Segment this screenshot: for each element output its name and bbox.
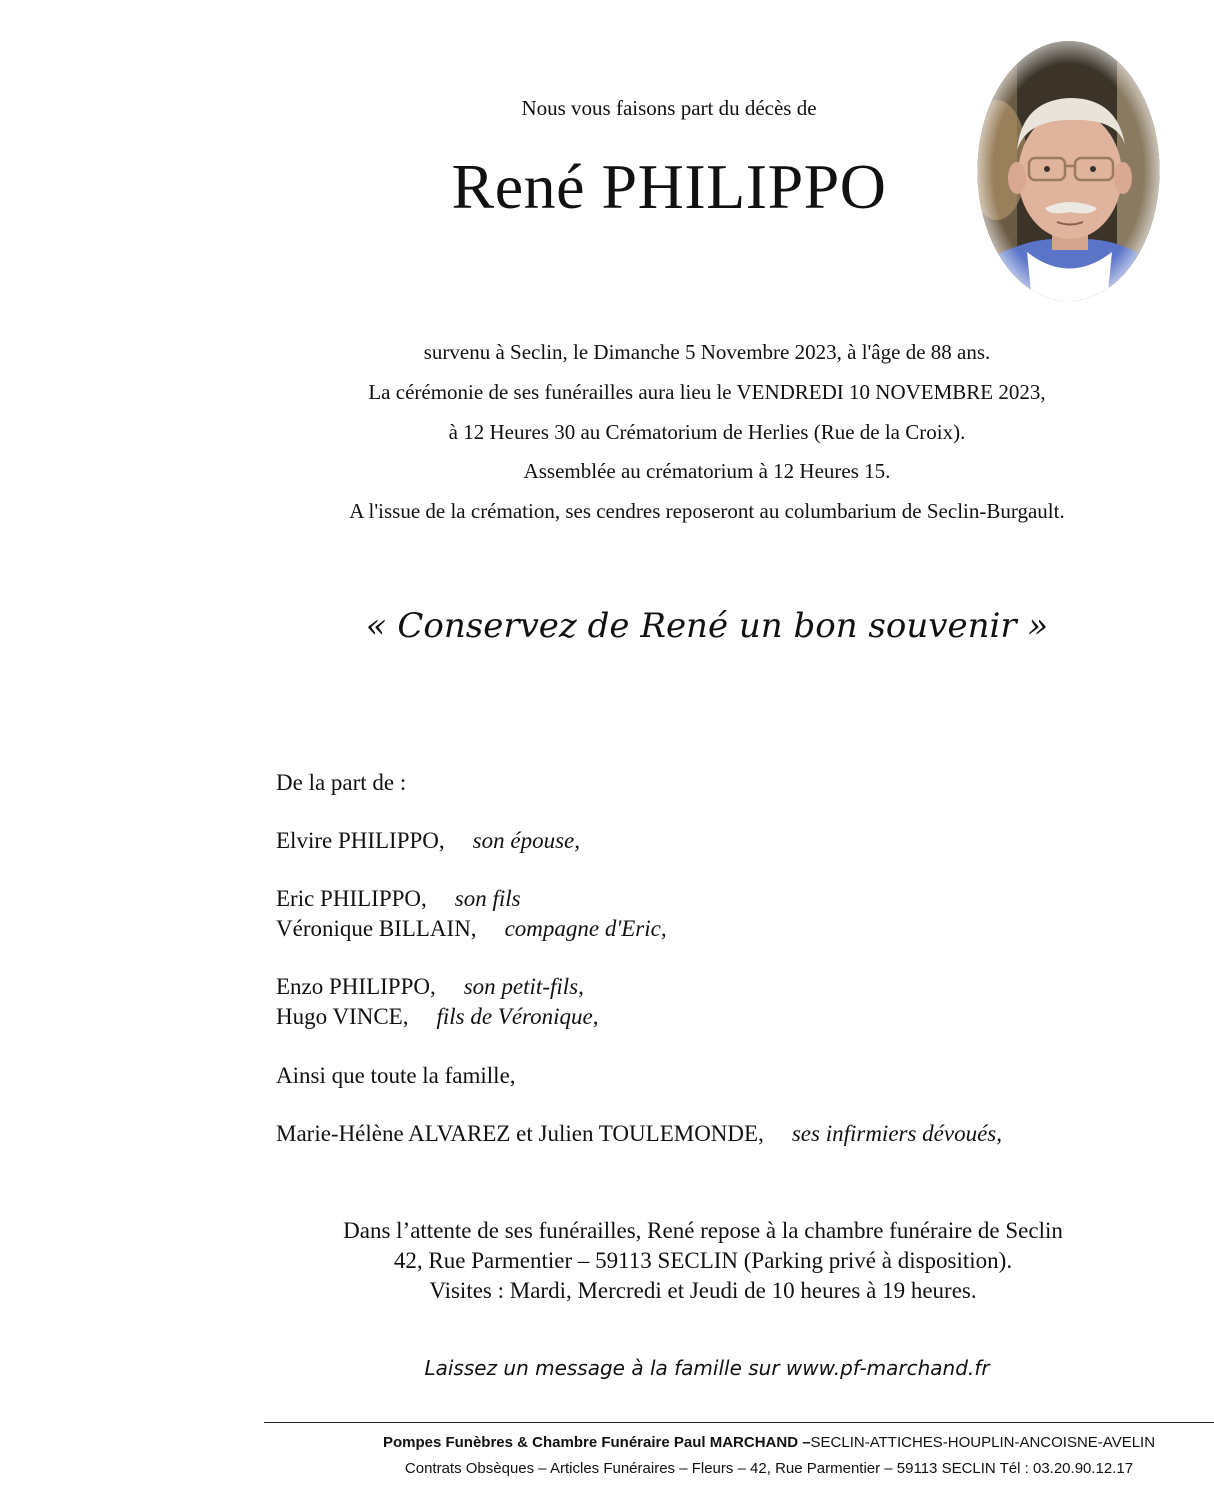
caregivers-names: Marie-Hélène ALVAREZ et Julien TOULEMONDE,: [276, 1121, 764, 1146]
detail-line-assembly: Assemblée au crématorium à 12 Heures 15.: [523, 459, 891, 483]
caregivers-line: [276, 1121, 1002, 1147]
wake-line: Visites : Mardi, Mercredi et Jeudi de 10 heures à 19 heures.: [429, 1278, 977, 1303]
member-name: Eric PHILIPPO,: [276, 886, 427, 911]
family-member: [276, 974, 584, 1000]
family-member: [276, 886, 521, 912]
wake-line: Dans l’attente de ses funérailles, René repose à la chambre funéraire de Seclin: [343, 1218, 1063, 1243]
member-name: Enzo PHILIPPO,: [276, 974, 436, 999]
detail-line-columbarium: A l'issue de la crémation, ses cendres reposeront au columbarium de Seclin-Burgault.: [349, 499, 1065, 523]
detail-line-ceremony: La cérémonie de ses funérailles aura lieu le VENDREDI 10 NOVEMBRE 2023,: [368, 380, 1046, 404]
member-name: Hugo VINCE,: [276, 1004, 409, 1029]
member-relation: son épouse,: [472, 828, 580, 853]
member-relation: son petit-fils,: [463, 974, 584, 999]
member-relation: compagne d'Eric,: [504, 916, 667, 941]
caregivers-relation: ses infirmiers dévoués,: [791, 1121, 1003, 1146]
footer-company: [364, 1434, 1174, 1451]
memorial-quote: « Conservez de René un bon souvenir »: [365, 606, 1049, 646]
company-name: Pompes Funèbres & Chambre Funéraire Paul MARCHAND –: [382, 1434, 811, 1451]
family-member: [276, 828, 580, 854]
member-relation: fils de Véronique,: [436, 1004, 599, 1029]
deceased-name: René PHILIPPO: [451, 151, 887, 222]
company-towns: SECLIN-ATTICHES-HOUPLIN-ANCOISNE-AVELIN: [810, 1434, 1156, 1451]
member-name: Elvire PHILIPPO,: [276, 828, 445, 853]
family-member: [276, 1004, 599, 1030]
family-heading: De la part de :: [276, 770, 407, 795]
detail-line-death: survenu à Seclin, le Dimanche 5 Novembre 2023, à l'âge de 88 ans.: [423, 340, 991, 364]
footer-services: Contrats Obsèques – Articles Funéraires – Fleurs – 42, Rue Parmentier – 59113 SECLIN Tél : 03.20.90.12.17: [404, 1460, 1134, 1477]
footer-divider: [264, 1422, 1214, 1423]
detail-line-location: à 12 Heures 30 au Crématorium de Herlies (Rue de la Croix).: [448, 420, 966, 444]
wake-info: [0, 1216, 1214, 1306]
portrait-photo: [977, 40, 1160, 302]
family-member: [276, 916, 667, 942]
condolence-message-link[interactable]: Laissez un message à la famille sur www.pf-marchand.fr: [424, 1356, 990, 1380]
member-relation: son fils: [454, 886, 521, 911]
member-name: Véronique BILLAIN,: [276, 916, 477, 941]
family-closing: Ainsi que toute la famille,: [276, 1063, 516, 1088]
wake-line: 42, Rue Parmentier – 59113 SECLIN (Parking privé à disposition).: [393, 1248, 1013, 1273]
intro-line: Nous vous faisons part du décès de: [521, 96, 817, 120]
